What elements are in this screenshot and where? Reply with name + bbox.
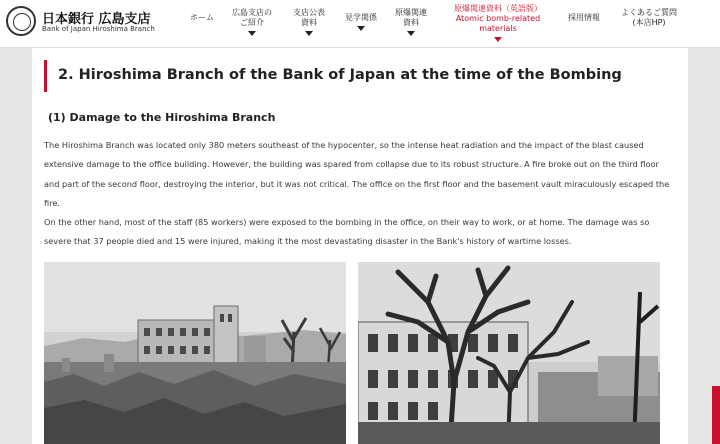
article-body: [44, 136, 676, 252]
chevron-down-icon: [357, 26, 365, 31]
nav-item-recruitment[interactable]: 採用情報: [568, 13, 600, 22]
nav-item-atomic-bomb-materials[interactable]: 原爆関連 資料: [390, 8, 432, 55]
logo-title-en: Bank of Japan Hiroshima Branch: [42, 25, 155, 33]
photo-burnt-trees: [358, 262, 660, 444]
chevron-down-icon: [248, 31, 256, 36]
nav-item-atomic-bomb-materials-english[interactable]: 原爆関連資料（英語版） Atomic bomb-related materials: [440, 4, 556, 51]
nav-item-branch-introduction[interactable]: 広島支店の ご紹介: [224, 8, 280, 55]
nav-item-tours[interactable]: 見学関係: [340, 13, 382, 60]
chevron-down-icon: [305, 31, 313, 36]
nav-item-faq[interactable]: よくあるご質問 (本店HP): [621, 8, 677, 27]
subsection-heading: (1) Damage to the Hiroshima Branch: [48, 111, 276, 124]
chevron-down-icon: [407, 31, 415, 36]
site-header: [0, 0, 720, 48]
main-content: [32, 48, 688, 444]
nav-item-home[interactable]: ホーム: [190, 13, 214, 22]
chevron-down-icon: [494, 37, 502, 42]
nav-item-publications[interactable]: 支店公表 資料: [288, 8, 330, 55]
bank-seal-icon: [6, 6, 36, 36]
logo-title-jp: 日本銀行 広島支店: [42, 12, 151, 27]
paragraph-staff: On the other hand, most of the staff (85 workers) were exposed to the bombing in the office, on their way to work, or at home. The damage was so severe that 37 people died and 15 were injured, making it the most devastating disaster in the Bank's history of wartime losses.: [44, 217, 650, 247]
section-heading: [44, 60, 677, 92]
section-heading-text: 2. Hiroshima Branch of the Bank of Japan at the time of the Bombing: [58, 67, 622, 83]
photo-ruined-city: [44, 262, 346, 444]
page-top-button[interactable]: [712, 386, 720, 444]
paragraph-damage: The Hiroshima Branch was located only 380 meters southeast of the hypocenter, so the intense heat radiation and the impact of the blast caused extensive damage to the office building. However, the building was spared from collapse due to its robust structure. A fire broke out on the third floor and part of the second floor, destroying the interior, but it was not critical. The office on the first floor and the basement vault miraculously escaped the fire.: [44, 140, 670, 208]
